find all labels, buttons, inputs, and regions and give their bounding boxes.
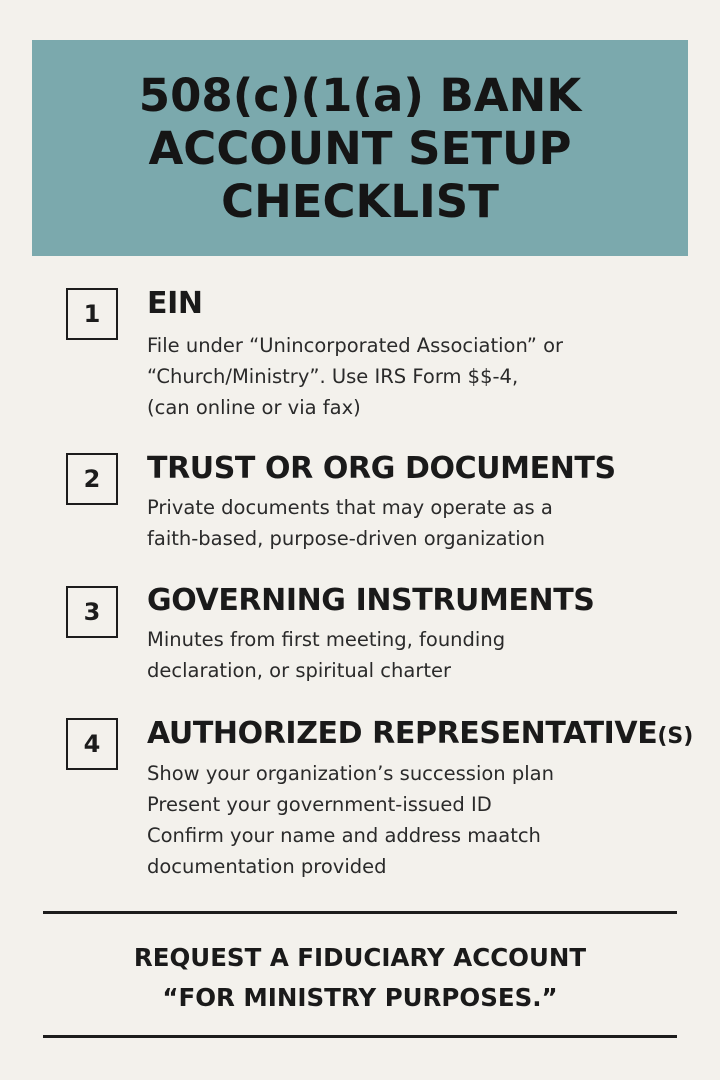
step-description-line: Confirm your name and address maatch: [147, 824, 541, 847]
step-description: [147, 492, 553, 554]
step-title-suffix: (S): [657, 724, 694, 749]
step-number-box: 3: [66, 586, 118, 638]
step-description-line: faith-based, purpose-driven organization: [147, 527, 545, 550]
step-description-line: Present your government-issued ID: [147, 793, 492, 816]
step-number-box: 1: [66, 288, 118, 340]
title-banner: [32, 40, 688, 256]
footer-line-1: REQUEST A FIDUCIARY ACCOUNT: [133, 943, 587, 972]
step-description: [147, 624, 505, 686]
step-description-line: documentation provided: [147, 855, 387, 878]
divider-bottom: [43, 1035, 677, 1038]
footer-line-2: “FOR MINISTRY PURPOSES.”: [162, 983, 558, 1012]
step-description-line: declaration, or spiritual charter: [147, 659, 451, 682]
step-number-box: 2: [66, 453, 118, 505]
step-description-line: File under “Unincorporated Association” or: [147, 334, 564, 357]
step-description-line: “Church/Ministry”. Use IRS Form $$-4,: [147, 365, 519, 388]
step-description-line: Minutes from first meeting, founding: [147, 628, 506, 651]
divider-top: [43, 911, 677, 914]
step-description-line: Show your organization’s succession plan: [147, 762, 554, 785]
footer-callout: [0, 938, 720, 1018]
step-description: [147, 330, 563, 423]
step-title: TRUST OR ORG DOCUMENTS: [147, 451, 616, 486]
step-title-text: AUTHORIZED REPRESENTATIVE: [147, 716, 658, 751]
step-title: GOVERNING INSTRUMENTS: [147, 583, 595, 618]
step-description-line: (can online or via fax): [147, 396, 361, 419]
step-number-box: 4: [66, 718, 118, 770]
title-line-3: CHECKLIST: [221, 174, 499, 228]
step-title: EIN: [147, 286, 203, 321]
title-line-1: 508(c)(1(a) BANK: [138, 68, 582, 122]
title-line-2: ACCOUNT SETUP: [148, 121, 572, 175]
step-description: [147, 758, 554, 882]
step-description-line: Private documents that may operate as a: [147, 496, 553, 519]
step-title: [147, 716, 693, 755]
